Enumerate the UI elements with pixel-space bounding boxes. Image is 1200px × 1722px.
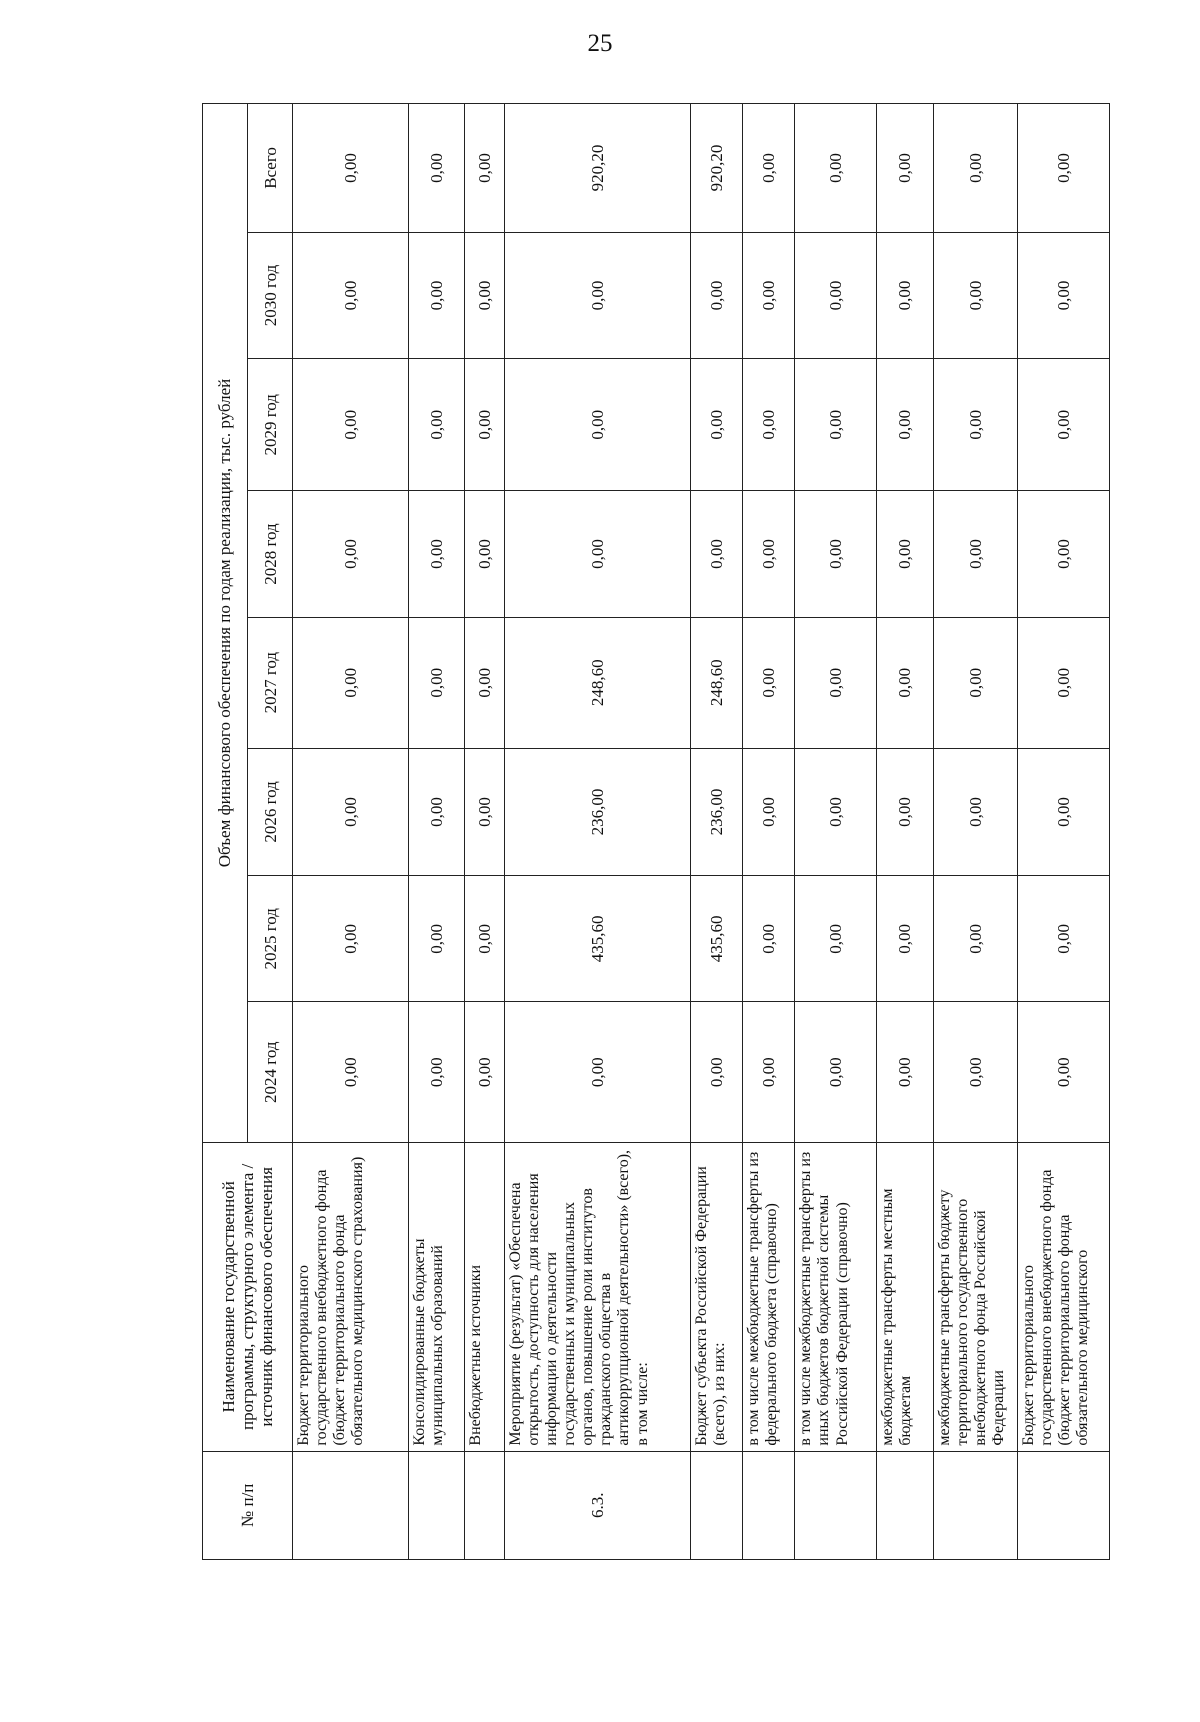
- row-value-year: 236,00: [504, 748, 690, 875]
- row-number: [465, 1451, 505, 1559]
- row-value-year: 0,00: [742, 876, 794, 1002]
- row-value-year: 0,00: [293, 491, 408, 617]
- page-number: 25: [587, 30, 613, 57]
- row-value-year: 0,00: [465, 748, 505, 875]
- row-value-year: 248,60: [504, 617, 690, 748]
- row-value-year: 0,00: [742, 748, 794, 875]
- row-value-year: 0,00: [690, 1002, 742, 1143]
- row-value-year: 0,00: [465, 232, 505, 358]
- table-row: [408, 104, 465, 1560]
- header-num: № п/п: [203, 1451, 293, 1559]
- row-source-name: Консолидированные бюджеты муниципальных образований: [408, 1143, 465, 1452]
- row-value-year: 0,00: [795, 232, 877, 358]
- row-value-year: 0,00: [408, 359, 465, 491]
- row-value-year: 0,00: [933, 876, 1017, 1002]
- header-year-2028: 2028 год: [248, 491, 293, 617]
- row-value-total: 0,00: [408, 104, 465, 233]
- table-row: [1017, 104, 1109, 1560]
- row-value-year: 0,00: [933, 359, 1017, 491]
- header-year-2029: 2029 год: [248, 359, 293, 491]
- row-number: [795, 1451, 877, 1559]
- row-value-year: 0,00: [742, 617, 794, 748]
- row-source-name: Мероприятие (результат) «Обеспечена открытость, доступность для населения информации о деятельности государственных и муниципальных органов, повышение роли институтов гражданского общества в антикоррупционной деятельности» (всего), в том числе:: [504, 1143, 690, 1452]
- row-value-year: 0,00: [877, 359, 934, 491]
- row-value-year: 0,00: [1017, 1002, 1109, 1143]
- row-value-year: 0,00: [504, 1002, 690, 1143]
- row-value-year: 0,00: [465, 876, 505, 1002]
- table-container: [202, 103, 1110, 1560]
- row-value-year: 0,00: [742, 1002, 794, 1143]
- header-year-2024: 2024 год: [248, 1002, 293, 1143]
- header-row-top: [203, 104, 248, 1560]
- row-value-year: 0,00: [1017, 876, 1109, 1002]
- row-value-year: 0,00: [742, 359, 794, 491]
- row-number: [742, 1451, 794, 1559]
- row-value-year: 0,00: [795, 1002, 877, 1143]
- table-row: [795, 104, 877, 1560]
- row-value-year: 0,00: [795, 617, 877, 748]
- row-source-name: Бюджет территориального государственного внебюджетного фонда (бюджет территориального фонда обязательного медицинского страхования): [293, 1143, 408, 1452]
- row-value-year: 0,00: [465, 617, 505, 748]
- row-number: [933, 1451, 1017, 1559]
- row-value-year: 0,00: [877, 876, 934, 1002]
- header-year-2025: 2025 год: [248, 876, 293, 1002]
- table-row: [504, 104, 690, 1560]
- table-row: [293, 104, 408, 1560]
- row-value-year: 0,00: [877, 1002, 934, 1143]
- header-name: Наименование государственной программы, структурного элемента / источник финансового обеспечения: [203, 1143, 293, 1452]
- row-number: [877, 1451, 934, 1559]
- row-value-year: 0,00: [293, 359, 408, 491]
- row-value-year: 236,00: [690, 748, 742, 875]
- header-year-2026: 2026 год: [248, 748, 293, 875]
- row-number: [1017, 1451, 1109, 1559]
- row-value-year: 0,00: [795, 491, 877, 617]
- row-value-year: 0,00: [465, 359, 505, 491]
- row-value-year: 0,00: [795, 876, 877, 1002]
- row-value-total: 0,00: [795, 104, 877, 233]
- row-value-year: 0,00: [933, 232, 1017, 358]
- row-value-year: 0,00: [408, 232, 465, 358]
- row-value-year: 0,00: [408, 617, 465, 748]
- row-source-name: межбюджетные трансферты местным бюджетам: [877, 1143, 934, 1452]
- row-value-year: 0,00: [408, 1002, 465, 1143]
- row-value-year: 0,00: [504, 491, 690, 617]
- row-value-year: 0,00: [504, 359, 690, 491]
- row-value-year: 0,00: [795, 748, 877, 875]
- row-value-year: 0,00: [690, 359, 742, 491]
- row-source-name: в том числе межбюджетные трансферты из федерального бюджета (справочно): [742, 1143, 794, 1452]
- row-value-year: 435,60: [690, 876, 742, 1002]
- row-value-year: 0,00: [408, 491, 465, 617]
- row-value-year: 0,00: [293, 748, 408, 875]
- row-value-year: 0,00: [690, 491, 742, 617]
- table-row: [465, 104, 505, 1560]
- row-value-total: 0,00: [933, 104, 1017, 233]
- row-number: [293, 1451, 408, 1559]
- row-value-year: 0,00: [1017, 617, 1109, 748]
- row-value-total: 920,20: [504, 104, 690, 233]
- table-row: [877, 104, 934, 1560]
- row-value-year: 0,00: [742, 491, 794, 617]
- row-value-year: 0,00: [465, 1002, 505, 1143]
- row-value-total: 920,20: [690, 104, 742, 233]
- row-value-total: 0,00: [293, 104, 408, 233]
- row-value-year: 0,00: [877, 491, 934, 617]
- row-value-year: 0,00: [504, 232, 690, 358]
- table-row: [742, 104, 794, 1560]
- row-value-year: 0,00: [877, 232, 934, 358]
- row-value-year: 0,00: [795, 359, 877, 491]
- row-value-year: 0,00: [933, 748, 1017, 875]
- row-value-year: 0,00: [933, 1002, 1017, 1143]
- row-value-year: 0,00: [465, 491, 505, 617]
- row-value-year: 0,00: [408, 748, 465, 875]
- row-value-year: 0,00: [933, 491, 1017, 617]
- row-source-name: межбюджетные трансферты бюджету территориального государственного внебюджетного фонда Российской Федерации: [933, 1143, 1017, 1452]
- row-value-year: 435,60: [504, 876, 690, 1002]
- row-value-year: 0,00: [1017, 491, 1109, 617]
- header-year-2030: 2030 год: [248, 232, 293, 358]
- row-value-total: 0,00: [742, 104, 794, 233]
- row-value-total: 0,00: [1017, 104, 1109, 233]
- row-number: [690, 1451, 742, 1559]
- row-value-year: 0,00: [293, 232, 408, 358]
- table-body: [293, 104, 1110, 1560]
- table-row: [690, 104, 742, 1560]
- row-value-year: 0,00: [1017, 359, 1109, 491]
- row-value-total: 0,00: [465, 104, 505, 233]
- row-source-name: Бюджет территориального государственного внебюджетного фонда (бюджет территориального фонда обязательного медицинского: [1017, 1143, 1109, 1452]
- row-value-year: 0,00: [877, 748, 934, 875]
- table-row: [933, 104, 1017, 1560]
- header-year-2027: 2027 год: [248, 617, 293, 748]
- row-value-year: 0,00: [877, 617, 934, 748]
- row-value-year: 0,00: [1017, 232, 1109, 358]
- row-value-year: 0,00: [408, 876, 465, 1002]
- row-value-year: 0,00: [1017, 748, 1109, 875]
- row-value-total: 0,00: [877, 104, 934, 233]
- row-value-year: 0,00: [742, 232, 794, 358]
- row-value-year: 0,00: [293, 876, 408, 1002]
- financing-table: [202, 103, 1110, 1560]
- header-year-total: Всего: [248, 104, 293, 233]
- row-value-year: 0,00: [933, 617, 1017, 748]
- row-value-year: 0,00: [690, 232, 742, 358]
- row-source-name: Бюджет субъекта Российской Федерации (всего), из них:: [690, 1143, 742, 1452]
- row-source-name: в том числе межбюджетные трансферты из иных бюджетов бюджетной системы Российской Федерации (справочно): [795, 1143, 877, 1452]
- row-value-year: 0,00: [293, 1002, 408, 1143]
- row-value-year: 0,00: [293, 617, 408, 748]
- row-value-year: 248,60: [690, 617, 742, 748]
- row-source-name: Внебюджетные источники: [465, 1143, 505, 1452]
- row-number: [408, 1451, 465, 1559]
- row-number: 6.3.: [504, 1451, 690, 1559]
- header-volume: Объем финансового обеспечения по годам реализации, тыс. рублей: [203, 104, 248, 1143]
